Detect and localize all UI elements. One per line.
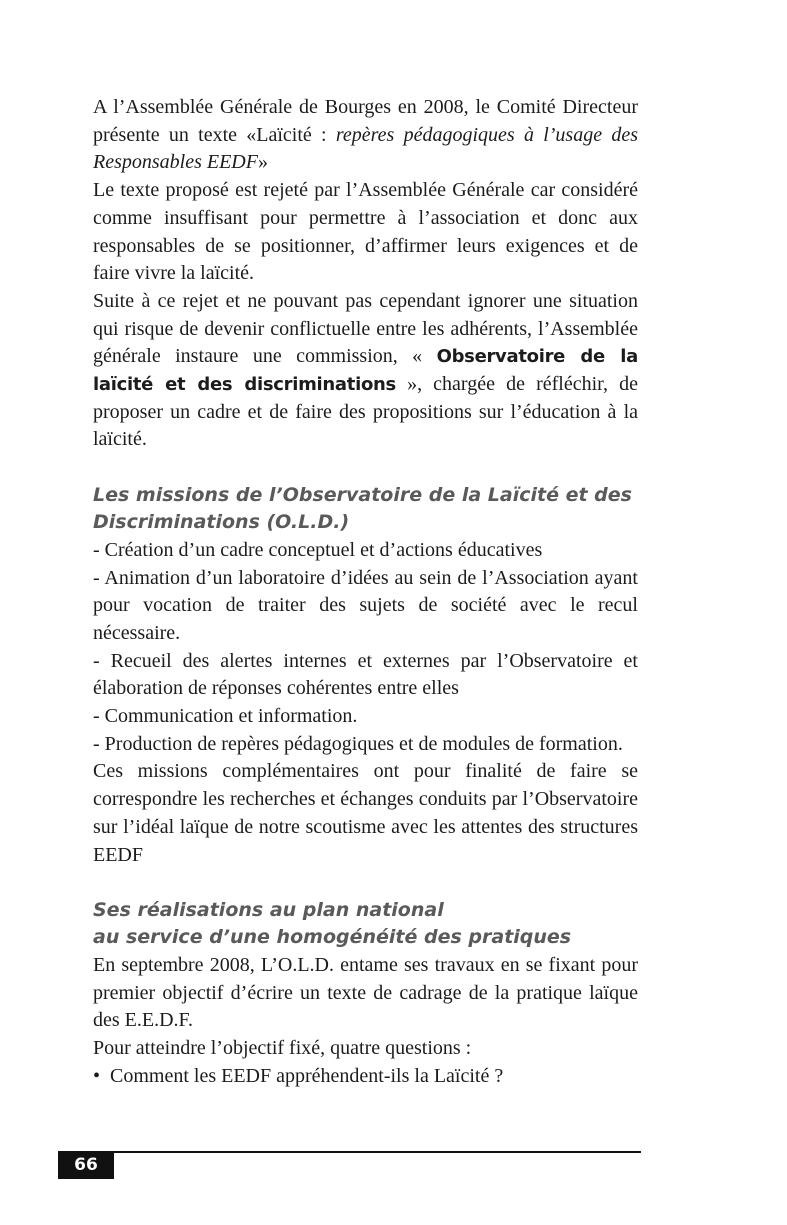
mission-item: - Création d’un cadre conceptuel et d’actions éducatives xyxy=(93,538,543,561)
intro-paragraph-2: Le texte proposé est rejeté par l’Assemblée Générale car considéré comme insuffisant pour permettre à l’association et donc aux responsables de se positionner, d’affirmer leurs exigences et de faire vivre la laïcité. xyxy=(93,179,638,285)
intro-paragraph-3 xyxy=(93,288,638,454)
intro-p1-italic: repères pédagogiques à l’usage des Responsables EEDF xyxy=(93,123,638,174)
footer-rule xyxy=(58,1151,641,1153)
missions-heading: Les missions de l’Observatoire de la Laïcité et des Discriminations (O.L.D.) xyxy=(93,483,632,534)
page-number: 66 xyxy=(58,1151,114,1179)
intro-p3-end: », chargée de réfléchir, de proposer un cadre et de faire des propositions sur l’éducation à la laïcité. xyxy=(93,373,639,451)
realisations-heading-line-2: au service d’une homogénéité des pratiques xyxy=(93,926,572,949)
question-text: Comment les EEDF appréhendent-ils la Laïcité ? xyxy=(110,1064,504,1087)
observatoire-name: Observatoire de la laïcité et des discriminations xyxy=(93,346,638,396)
spacer xyxy=(93,869,638,897)
question-bullet xyxy=(93,1063,638,1091)
realisations-heading-line-1: Ses réalisations au plan national xyxy=(93,898,444,921)
intro-paragraph-1 xyxy=(93,94,638,177)
realisations-paragraph-2: Pour atteindre l’objectif fixé, quatre questions : xyxy=(93,1037,472,1060)
missions-conclusion: Ces missions complémentaires ont pour finalité de faire se correspondre les recherches et échanges conduits par l’Observatoire sur l’idéal laïque de notre scoutisme avec les attentes des structures EEDF xyxy=(93,760,638,866)
intro-p1-text: A l’Assemblée Générale de Bourges en 2008, le Comité Directeur présente un texte «Laïcité : xyxy=(93,96,638,146)
mission-item: - Production de repères pédagogiques et de modules de formation. xyxy=(93,732,623,755)
realisations-paragraph-1: En septembre 2008, L’O.L.D. entame ses travaux en se fixant pour premier objectif d’écrire un texte de cadrage de la pratique laïque des E.E.D.F. xyxy=(93,953,638,1032)
mission-item: - Communication et information. xyxy=(93,705,358,728)
intro-p3-text: Suite à ce rejet et ne pouvant pas cependant ignorer une situation qui risque de devenir conflictuelle entre les adhérents, l’Assemblée générale instaure une commission, « xyxy=(93,289,638,368)
realisations-heading xyxy=(93,897,638,952)
bullet-icon: • xyxy=(93,1064,101,1087)
mission-item: - Animation d’un laboratoire d’idées au sein de l’Association ayant pour vocation de traiter des sujets de société avec le recul nécessaire. xyxy=(93,566,638,644)
mission-item: - Recueil des alertes internes et externes par l’Observatoire et élaboration de réponses cohérentes entre elles xyxy=(93,649,638,700)
spacer xyxy=(93,454,638,482)
body-text xyxy=(93,94,638,1090)
intro-p1-end: » xyxy=(257,151,268,174)
